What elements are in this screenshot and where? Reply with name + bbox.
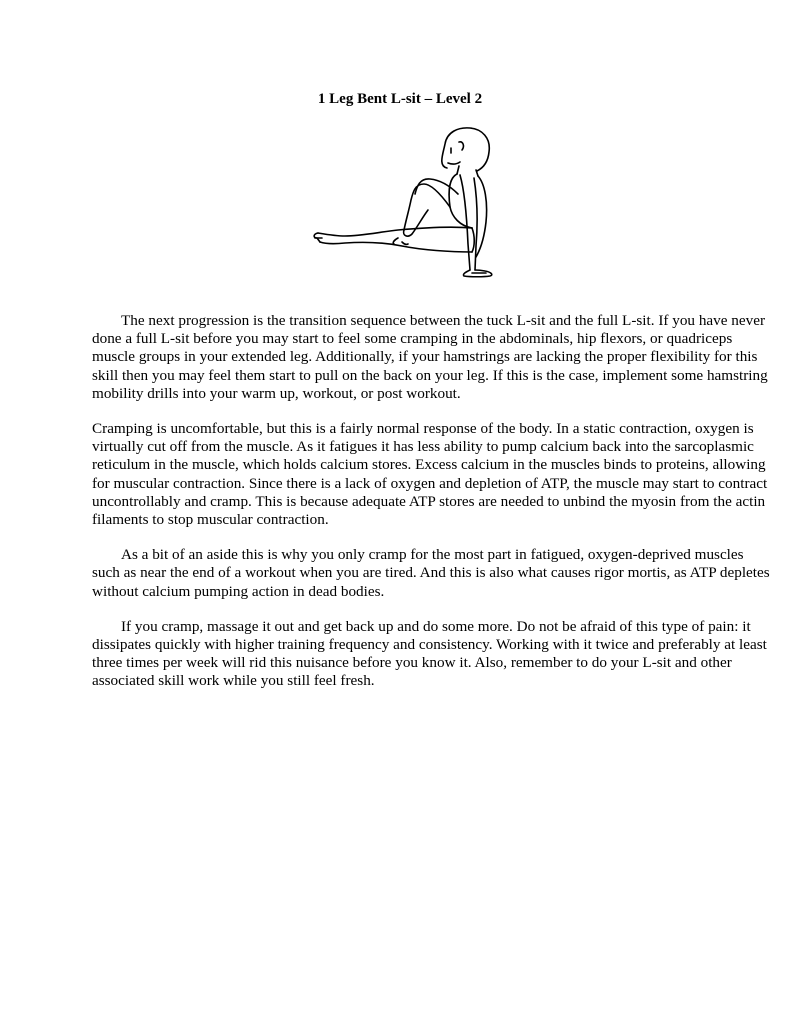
body-text bbox=[92, 312, 772, 708]
paragraph-2: Cramping is uncomfortable, but this is a fairly normal response of the body. In a static contraction, oxygen is virtually cut off from the muscle. As it fatigues it has less ability to pump calcium back into the sarcoplasmic reticulum in the muscle, which holds calcium stores. Excess calcium in the muscles binds to proteins, allowing for muscular contraction. Since there is a lack of oxygen and depletion of ATP, the muscle may start to contract uncontrollably and cramp. This is because adequate ATP stores are needed to unbind the myosin from the actin filaments to stop muscular contraction. bbox=[92, 420, 768, 529]
paragraph-1: The next progression is the transition sequence between the tuck L-sit and the full L-sit. If you have never done a full L-sit before you may start to feel some cramping in the abdominals, hip flexors, or quadriceps muscle groups in your extended leg. Additionally, if your hamstrings are lacking the proper flexibility for this skill then you may feel them start to pull on the back on your leg. If this is the case, implement some hamstring mobility drills into your warm up, workout, or post workout. bbox=[92, 312, 768, 402]
paragraph-4: If you cramp, massage it out and get back up and do some more. Do not be afraid of this type of pain: it dissipates quickly with higher training frequency and consistency. Working with it twice and preferably at least three times per week will rid this nuisance before you know it. Also, remember to do your L-sit and other associated skill work while you still feel fresh. bbox=[92, 617, 767, 690]
bent-leg-l-sit-illustration bbox=[310, 122, 500, 284]
page-title: 1 Leg Bent L-sit – Level 2 bbox=[317, 91, 483, 107]
paragraph-3: As a bit of an aside this is why you only cramp for the most part in fatigued, oxygen-deprived muscles such as near the end of a workout when you are tired. And this is also what causes rigor mortis, as ATP depletes without calcium pumping action in dead bodies. bbox=[92, 546, 770, 600]
